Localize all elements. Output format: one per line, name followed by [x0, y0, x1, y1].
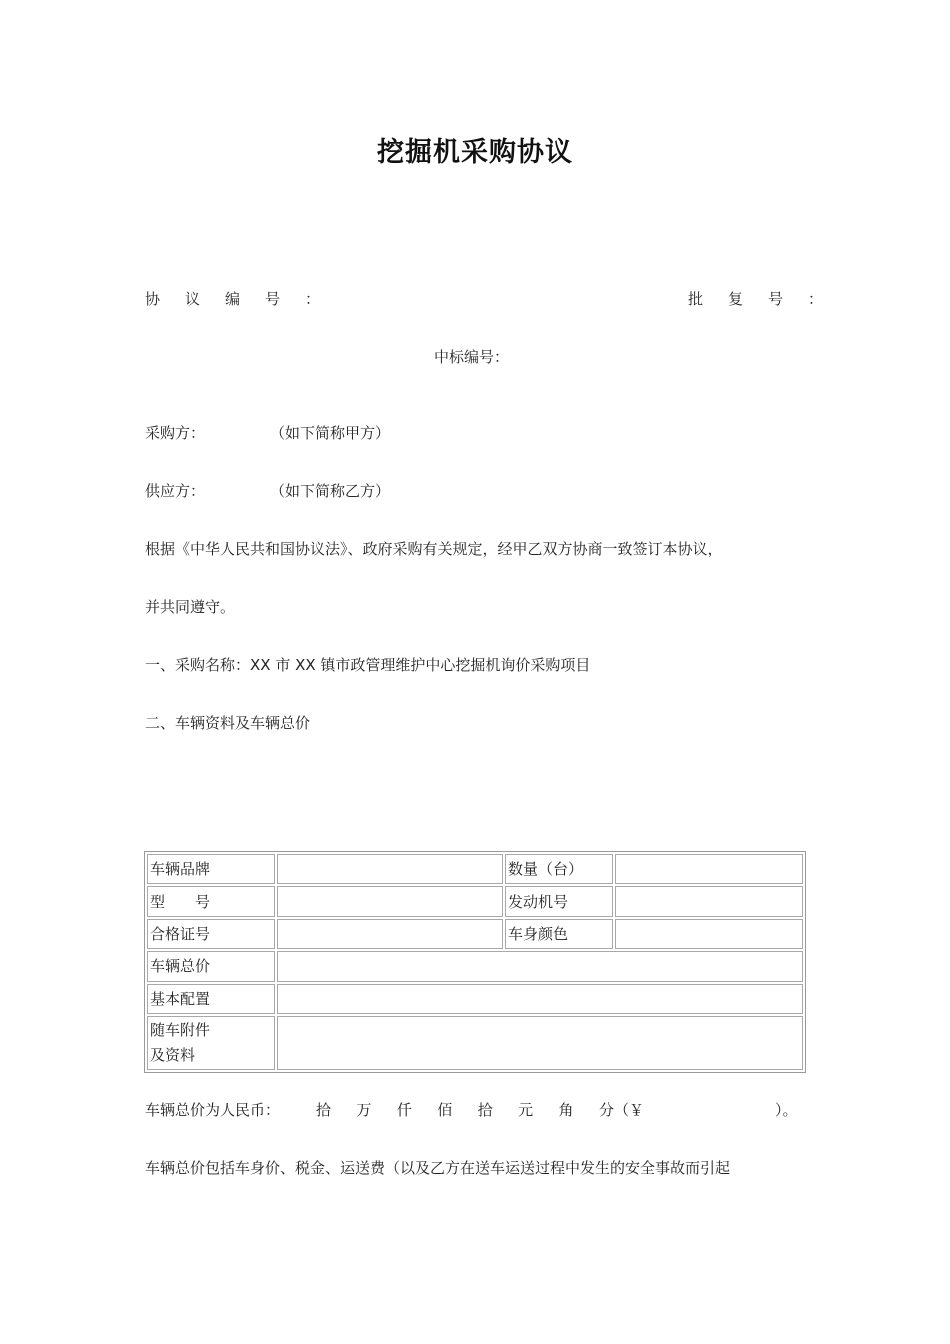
table-row	[147, 886, 803, 916]
buyer-line	[145, 422, 205, 443]
cell-label-accessories	[147, 1016, 275, 1070]
supplier-note: （如下简称乙方）	[270, 482, 391, 500]
table-row	[147, 854, 803, 884]
cell-label-cert-no: 合格证号	[147, 919, 275, 949]
approval-no-char: ：	[807, 290, 823, 308]
unit-char: 佰	[437, 1101, 453, 1119]
section-1	[145, 654, 590, 675]
total-price-close: ）。	[775, 1101, 798, 1119]
section-1-name: XX 市 XX 镇市政管理维护中心挖掘机询价采购项目	[250, 656, 591, 674]
approval-no-label	[688, 288, 823, 309]
bid-no-label: 中标编号：	[434, 348, 510, 366]
cell-value-basic-config	[277, 984, 803, 1014]
vehicle-info-table	[144, 851, 806, 1073]
agreement-no-char: 号	[264, 290, 280, 308]
section-1-prefix: 一、采购名称：	[145, 656, 251, 674]
unit-char: 拾	[316, 1101, 332, 1119]
table-row	[147, 1016, 803, 1070]
cell-label-model: 型 号	[147, 886, 275, 916]
cell-label-accessories-line1: 随车附件	[150, 1021, 211, 1039]
cell-label-quantity: 数量（台）	[505, 854, 613, 884]
section-2-heading: 二、车辆资料及车辆总价	[145, 714, 311, 732]
agreement-no-char: 编	[224, 290, 240, 308]
cell-value-accessories	[277, 1016, 803, 1070]
cell-label-brand: 车辆品牌	[147, 854, 275, 884]
unit-char: 拾	[477, 1101, 493, 1119]
agreement-no-char: 协	[145, 290, 161, 308]
table-row	[147, 919, 803, 949]
buyer-label: 采购方：	[145, 424, 206, 442]
cell-label-accessories-line2: 及资料	[150, 1046, 196, 1064]
paragraph-basis-line2: 并共同遵守。	[145, 598, 236, 616]
buyer-note: （如下简称甲方）	[270, 424, 391, 442]
approval-no-char: 复	[727, 290, 743, 308]
table-row	[147, 984, 803, 1014]
cell-value-total-price	[277, 951, 803, 981]
cell-value-body-color	[615, 919, 803, 949]
unit-char: 分（￥	[598, 1101, 644, 1119]
document-title: 挖掘机采购协议	[377, 137, 573, 168]
agreement-no-char: ：	[304, 290, 320, 308]
paragraph-total-includes: 车辆总价包括车身价、税金、运送费（以及乙方在送车运送过程中发生的安全事故而引起	[145, 1159, 731, 1177]
cell-value-cert-no	[277, 919, 503, 949]
unit-char: 仟	[396, 1101, 412, 1119]
cell-label-engine-no: 发动机号	[505, 886, 613, 916]
unit-char: 元	[518, 1101, 534, 1119]
approval-no-char: 号	[767, 290, 783, 308]
cell-label-total-price: 车辆总价	[147, 951, 275, 981]
cell-value-engine-no	[615, 886, 803, 916]
unit-char: 万	[356, 1101, 372, 1119]
agreement-no-label	[145, 288, 320, 309]
cell-label-basic-config: 基本配置	[147, 984, 275, 1014]
supplier-line	[145, 480, 205, 501]
total-price-units	[316, 1099, 644, 1120]
supplier-label: 供应方：	[145, 482, 206, 500]
cell-label-body-color: 车身颜色	[505, 919, 613, 949]
cell-value-brand	[277, 854, 503, 884]
approval-no-char: 批	[688, 290, 704, 308]
unit-char: 角	[558, 1101, 574, 1119]
cell-value-model	[277, 886, 503, 916]
agreement-no-char: 议	[184, 290, 200, 308]
cell-value-quantity	[615, 854, 803, 884]
paragraph-basis-line1: 根据《中华人民共和国协议法》、政府采购有关规定，经甲乙双方协商一致签订本协议，	[145, 540, 723, 558]
total-price-label: 车辆总价为人民币：	[145, 1101, 281, 1119]
table-row	[147, 951, 803, 981]
